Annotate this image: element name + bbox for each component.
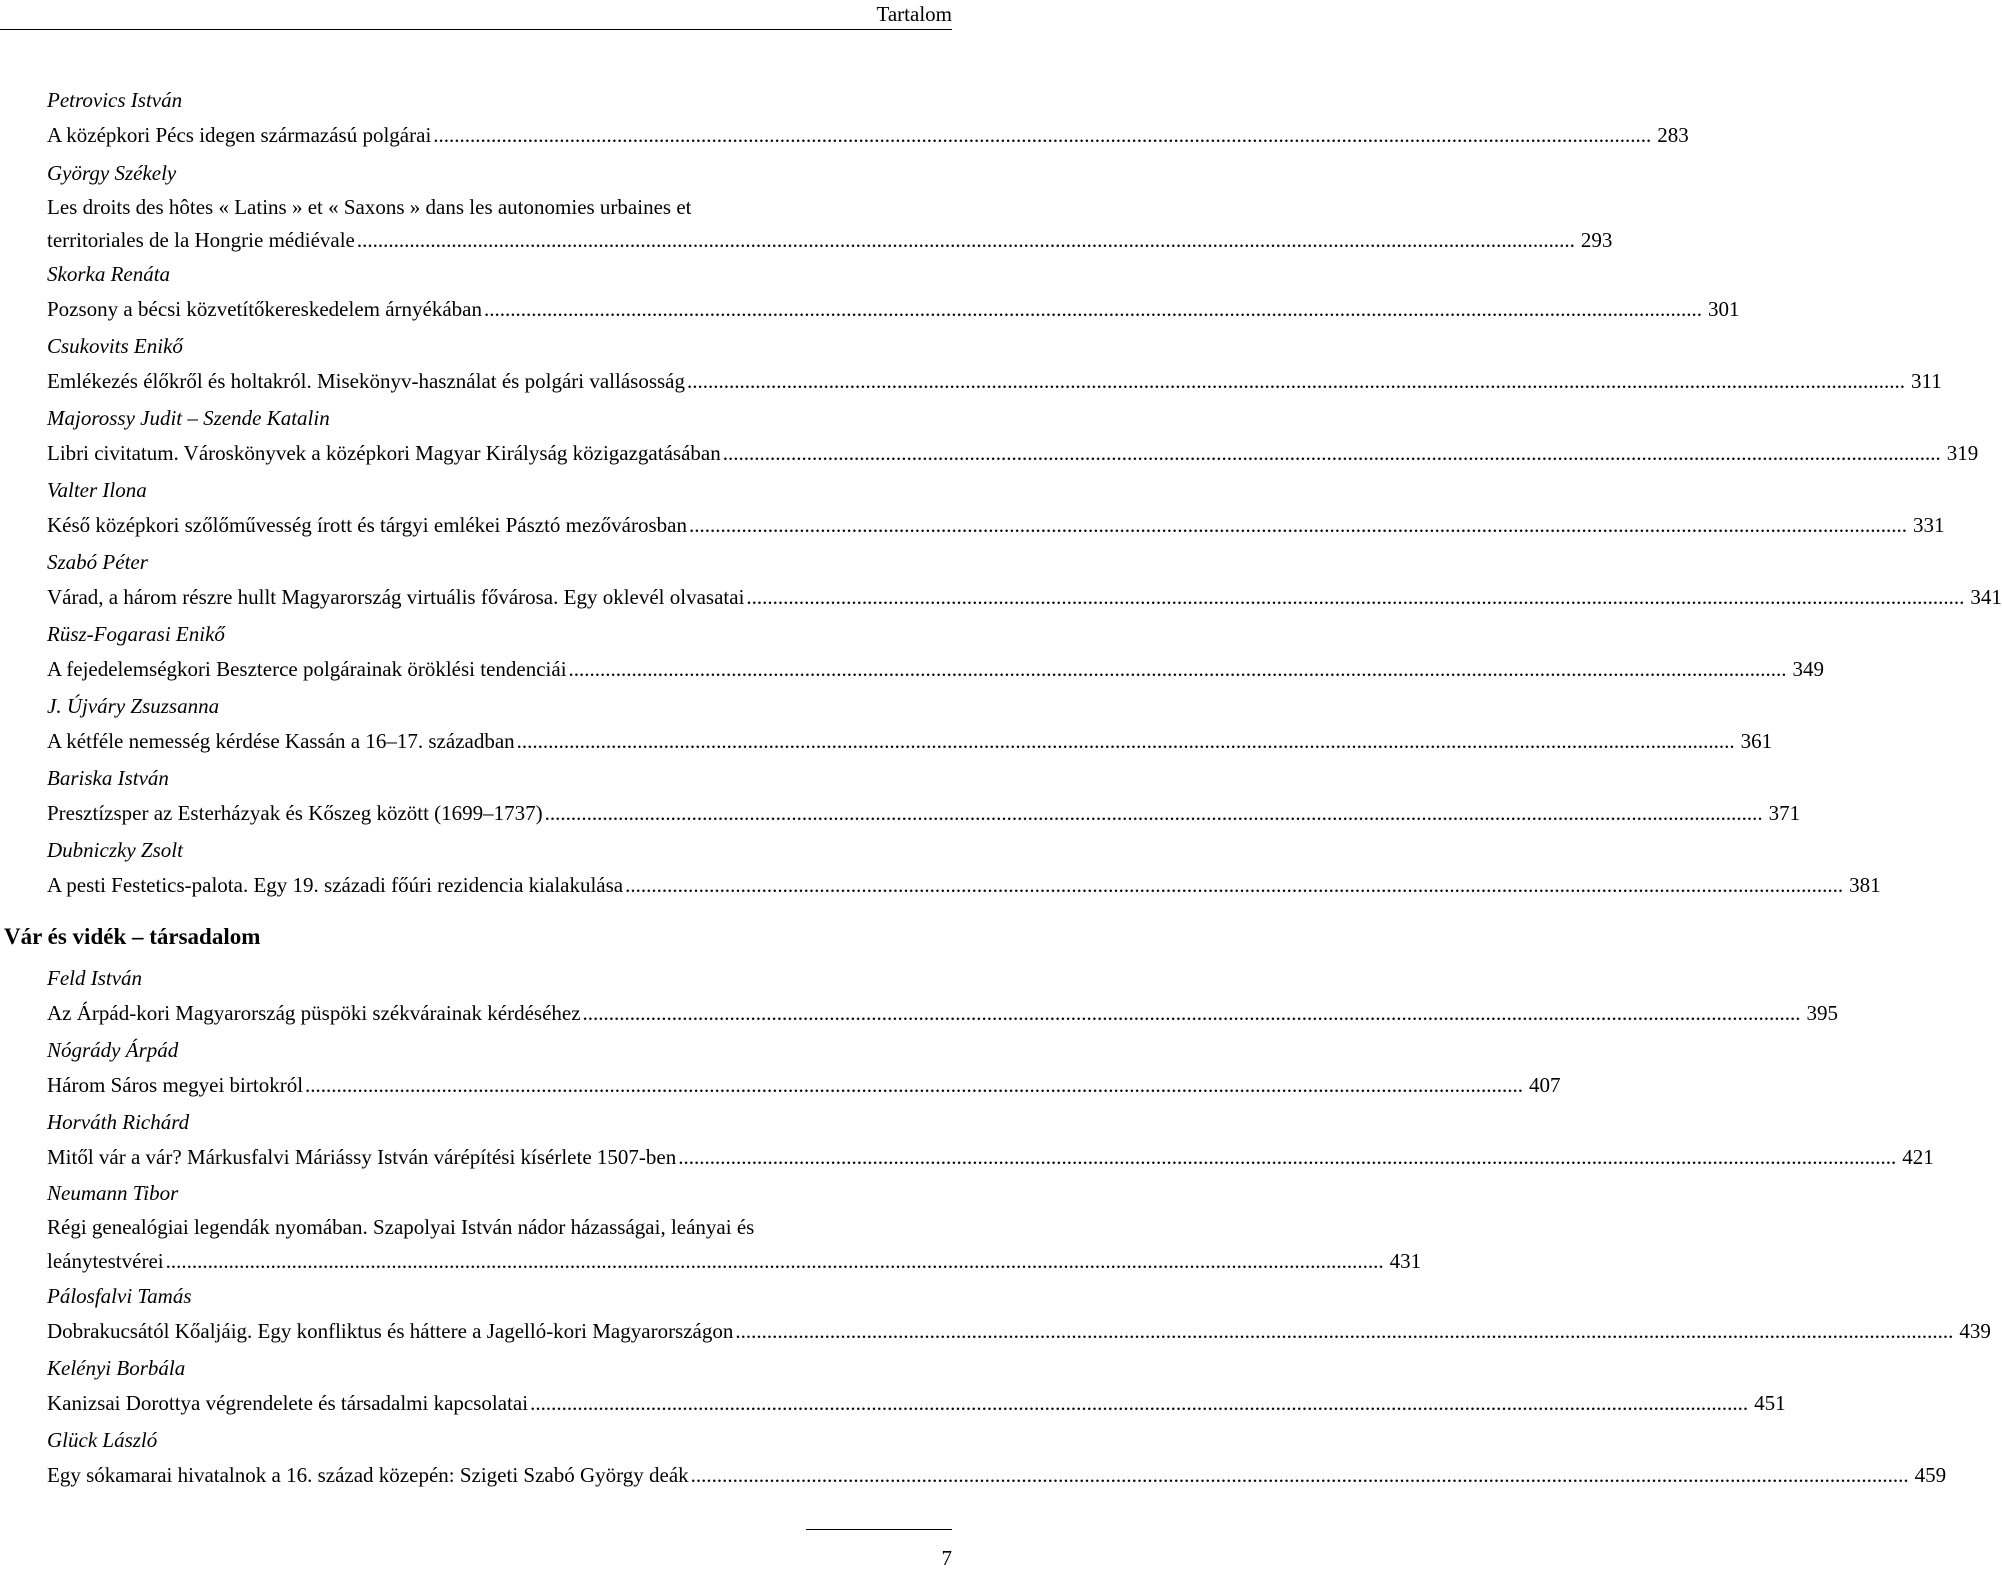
entry-page-number: 407	[1529, 1073, 1561, 1097]
dot-leader	[166, 1249, 1384, 1273]
entry-author: Petrovics István	[47, 88, 183, 112]
entry-author: Csukovits Enikő	[47, 334, 183, 358]
entry-title-line	[47, 1215, 754, 1239]
dot-leader	[723, 441, 1941, 465]
entry-page-number: 349	[1792, 657, 1825, 681]
entry-title: Les droits des hôtes « Latins » et « Saxons » dans les autonomies urbaines et	[47, 195, 692, 219]
section-title: Vár és vidék – társadalom	[4, 924, 261, 949]
dot-leader	[691, 1463, 1909, 1487]
entry-page-number: 301	[1708, 297, 1740, 321]
entry-author: Nógrády Árpád	[47, 1038, 179, 1062]
entry-title: Három Sáros megyei birtokról	[47, 1073, 304, 1097]
dot-leader	[583, 1001, 1801, 1025]
entry-page-number: 293	[1580, 228, 1613, 252]
dot-leader	[735, 1319, 1953, 1343]
entry-title-line	[47, 228, 1613, 252]
page-number: 7	[941, 1546, 952, 1570]
entry-page-number: 431	[1389, 1249, 1422, 1273]
entry-title: Presztízsper az Esterházyak és Kőszeg között (1699–1737)	[47, 801, 543, 825]
dot-leader	[484, 297, 1702, 321]
entry-author: Dubniczky Zsolt	[47, 838, 183, 862]
entry-page-number: 451	[1754, 1391, 1786, 1415]
dot-leader	[305, 1073, 1523, 1097]
dot-leader	[625, 873, 1843, 897]
entry-title-line	[47, 195, 691, 219]
dot-leader	[569, 657, 1787, 681]
entry-title: Kanizsai Dorottya végrendelete és társadalmi kapcsolatai	[47, 1391, 529, 1415]
entry-author: Rüsz-Fogarasi Enikő	[47, 622, 225, 646]
entry-title: A középkori Pécs idegen származású polgárai	[47, 123, 432, 147]
entry-author: Majorossy Judit – Szende Katalin	[47, 406, 330, 430]
entry-title: Egy sókamarai hivatalnok a 16. század közepén: Szigeti Szabó György deák	[47, 1463, 689, 1487]
entry-title: Libri civitatum. Városkönyvek a középkori Magyar Királyság közigazgatásában	[47, 441, 721, 465]
entry-author: Pálosfalvi Tamás	[47, 1284, 192, 1308]
entry-title-line	[47, 1463, 1947, 1487]
entry-page-number: 341	[1970, 585, 2002, 609]
entry-title-line	[47, 1249, 1422, 1273]
entry-title-line	[47, 369, 1942, 393]
entry-title-line	[47, 657, 1825, 681]
dot-leader	[545, 801, 1763, 825]
entry-title-line	[47, 729, 1773, 753]
dot-leader	[433, 123, 1651, 147]
entry-author: Bariska István	[47, 766, 169, 790]
entry-title: Régi genealógiai legendák nyomában. Szapolyai István nádor házasságai, leányai és	[47, 1215, 755, 1239]
entry-title: territoriales de la Hongrie médiévale	[47, 228, 355, 252]
entry-author: György Székely	[47, 161, 177, 185]
entry-author: Skorka Renáta	[47, 262, 171, 286]
entry-page-number: 439	[1959, 1319, 1991, 1343]
dot-leader	[678, 1145, 1896, 1169]
entry-title: Emlékezés élőkről és holtakról. Misekönyv-használat és polgári vallásosság	[47, 369, 685, 393]
dot-leader	[530, 1391, 1748, 1415]
entry-title: Késő középkori szőlőművesség írott és tárgyi emlékei Pásztó mezővárosban	[47, 513, 687, 537]
entry-author: J. Újváry Zsuzsanna	[47, 694, 220, 718]
entry-title-line	[47, 297, 1740, 321]
dot-leader	[746, 585, 1964, 609]
entry-title: Dobrakucsától Kőaljáig. Egy konfliktus és háttere a Jagelló-kori Magyarországon	[47, 1319, 734, 1343]
entry-author: Szabó Péter	[47, 550, 148, 574]
dot-leader	[357, 228, 1575, 252]
entry-title: A kétféle nemesség kérdése Kassán a 16–17. században	[47, 729, 515, 753]
entry-page-number: 319	[1946, 441, 1979, 465]
entry-title: leánytestvérei	[47, 1249, 164, 1273]
entry-title-line	[47, 441, 1979, 465]
entry-title: A pesti Festetics-palota. Egy 19. századi főúri rezidencia kialakulása	[47, 873, 624, 897]
entry-title-line	[47, 873, 1881, 897]
header-title: Tartalom	[876, 2, 952, 26]
entry-page-number: 283	[1657, 123, 1689, 147]
entry-author: Neumann Tibor	[47, 1181, 179, 1205]
footer-rule	[806, 1529, 952, 1530]
entry-title-line	[47, 1319, 1991, 1343]
entry-page-number: 421	[1902, 1145, 1934, 1169]
entry-page-number: 311	[1911, 369, 1942, 393]
running-header	[0, 0, 952, 30]
entry-title-line	[47, 123, 1689, 147]
entry-title-line	[47, 1391, 1786, 1415]
entry-title: A fejedelemségkori Beszterce polgárainak öröklési tendenciái	[47, 657, 567, 681]
entry-author: Glück László	[47, 1428, 158, 1452]
entry-title: Mitől vár a vár? Márkusfalvi Máriássy István várépítési kísérlete 1507-ben	[47, 1145, 677, 1169]
entry-author: Feld István	[47, 966, 143, 990]
entry-title-line	[47, 801, 1801, 825]
entry-page-number: 459	[1914, 1463, 1947, 1487]
entry-page-number: 381	[1849, 873, 1881, 897]
entry-page-number: 361	[1740, 729, 1773, 753]
dot-leader	[517, 729, 1735, 753]
dot-leader	[689, 513, 1907, 537]
entry-title-line	[47, 585, 2002, 609]
entry-page-number: 371	[1768, 801, 1801, 825]
entry-title-line	[47, 1001, 1839, 1025]
entry-title-line	[47, 1145, 1934, 1169]
entry-title: Várad, a három részre hullt Magyarország virtuális fővárosa. Egy oklevél olvasatai	[47, 585, 745, 609]
entry-author: Kelényi Borbála	[47, 1356, 186, 1380]
entry-title-line	[47, 513, 1945, 537]
header-rule	[0, 29, 952, 30]
entry-author: Valter Ilona	[47, 478, 147, 502]
entry-title: Pozsony a bécsi közvetítőkereskedelem árnyékában	[47, 297, 483, 321]
entry-page-number: 331	[1912, 513, 1945, 537]
entry-page-number: 395	[1806, 1001, 1839, 1025]
entry-title: Az Árpád-kori Magyarország püspöki székvárainak kérdéséhez	[47, 1001, 581, 1025]
entry-title-line	[47, 1073, 1561, 1097]
dot-leader	[687, 369, 1905, 393]
entry-author: Horváth Richárd	[47, 1110, 190, 1134]
